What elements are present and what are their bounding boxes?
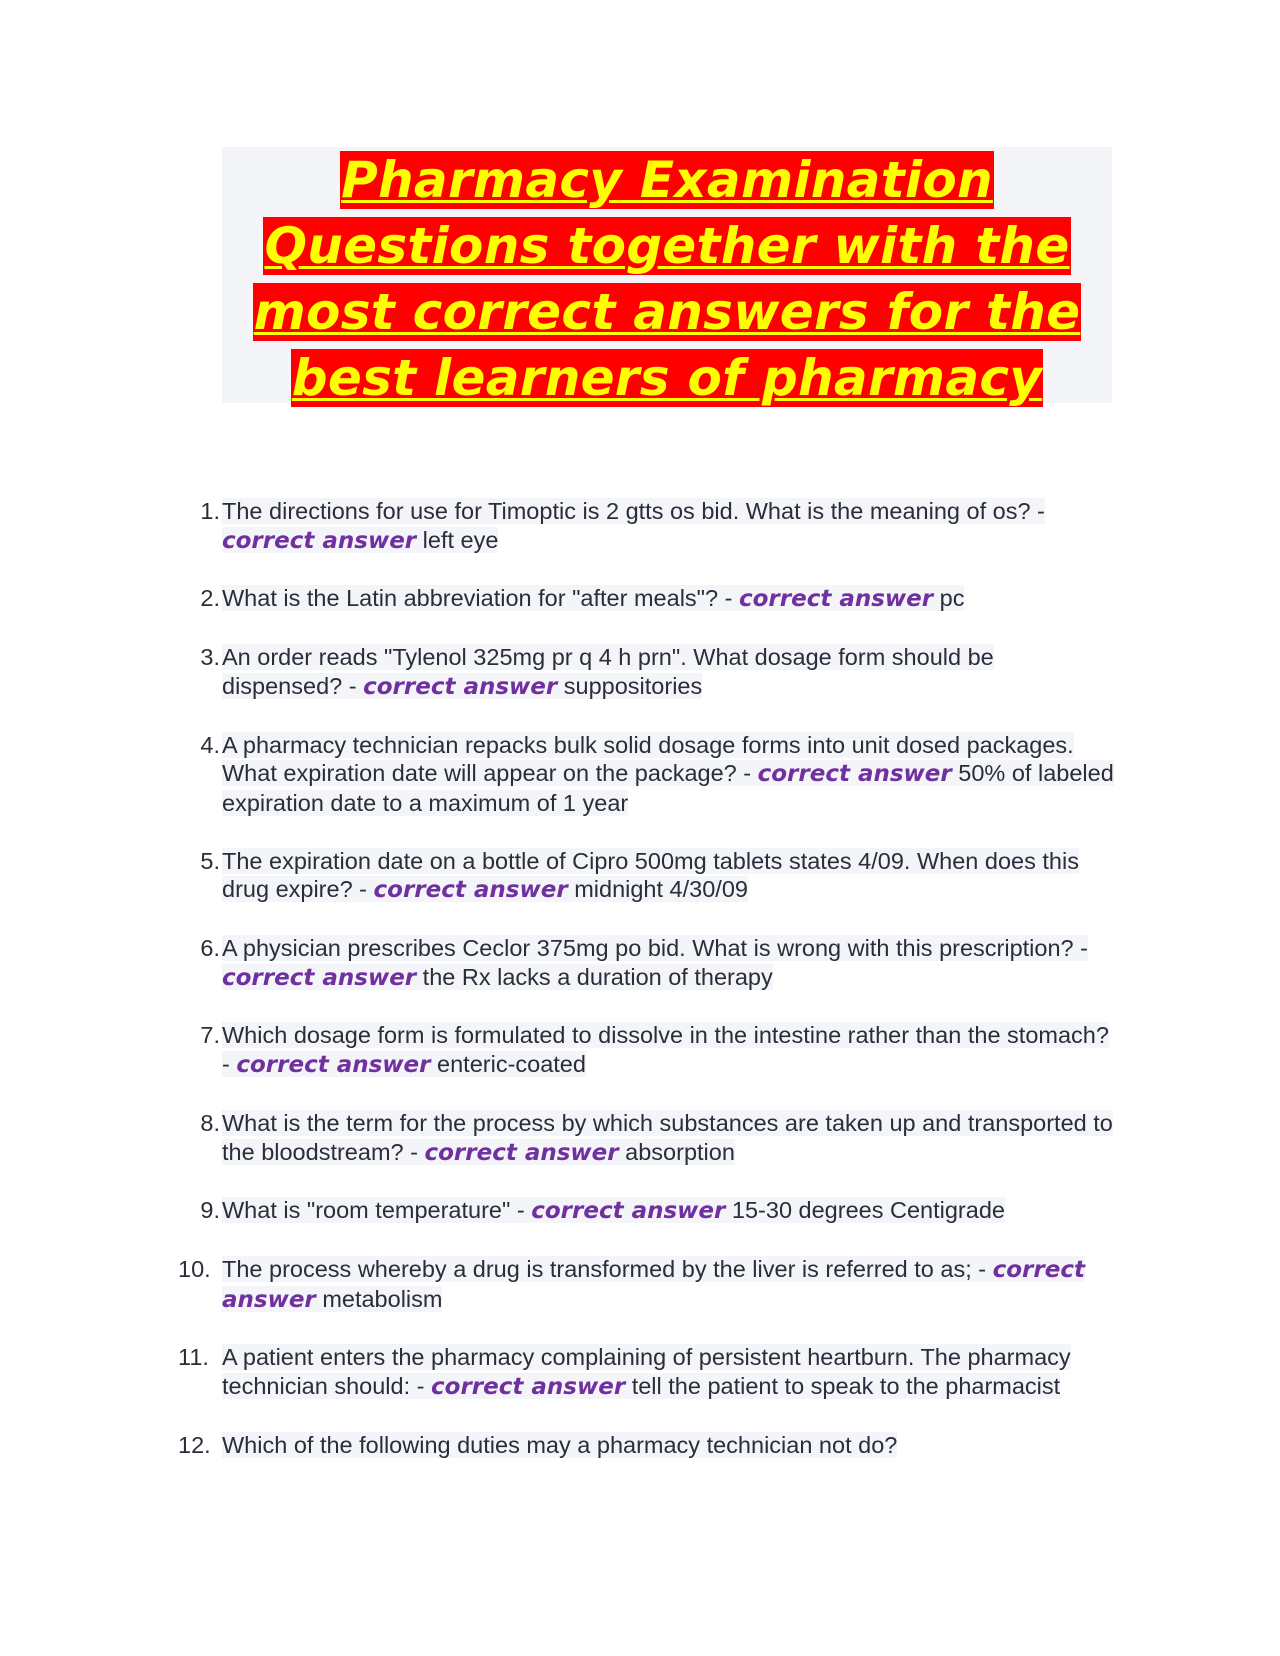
answer-text: left eye [422, 526, 499, 553]
answer-label: correct answer [531, 1198, 726, 1225]
answer-text: midnight 4/30/09 [574, 876, 748, 903]
answer-label: correct answer [757, 761, 952, 788]
question-number: 8. [200, 1109, 220, 1136]
answer-text: absorption [625, 1138, 735, 1165]
question-item [178, 1196, 1118, 1226]
question-item [178, 497, 1118, 555]
answer-text: pc [939, 585, 965, 612]
question-number: 9. [200, 1197, 220, 1224]
question-text: A physician prescribes Ceclor 375mg po bid. What is wrong with this prescription? [222, 935, 1074, 962]
question-text: Which of the following duties may a pharmacy technician not do? [222, 1431, 898, 1458]
question-number: 10. [178, 1255, 211, 1282]
answer-text: metabolism [322, 1285, 443, 1312]
answer-label: correct answer [363, 673, 558, 700]
question-body: What is the term for the process by which substances are taken up and transported to the bloodstream? - correct answer absorption [222, 1109, 1113, 1166]
question-body [222, 1432, 897, 1458]
answer-text: enteric-coated [437, 1051, 586, 1078]
question-text: Which dosage form is formulated to dissolve in the intestine rather than the stomach? [222, 1022, 1109, 1049]
answer-label: correct answer [222, 964, 417, 991]
answer-label: correct answer [373, 877, 568, 904]
answer-label: correct answer [222, 1256, 1085, 1313]
question-body: The directions for use for Timoptic is 2 gtts os bid. What is the meaning of os? - correct answer left eye [222, 498, 1045, 554]
question-text: An order reads "Tylenol 325mg pr q 4 h prn". What dosage form should be dispensed? [222, 644, 994, 699]
question-body: What is the Latin abbreviation for "after meals"? - correct answer pc [222, 585, 965, 613]
question-text: A patient enters the pharmacy complaining of persistent heartburn. The pharmacy technician should: [222, 1344, 1071, 1400]
question-text: A pharmacy technician repacks bulk solid dosage forms into unit dosed packages. What expiration date will appear on the package? [222, 731, 1074, 787]
question-body: The process whereby a drug is transformed by the liver is referred to as; - correct answer metabolism [222, 1255, 1085, 1313]
question-number: 6. [200, 935, 220, 962]
answer-text: the Rx lacks a duration of therapy [422, 963, 773, 990]
answer-text: suppositories [563, 672, 703, 699]
question-item [178, 1021, 1118, 1079]
answer-text: 15-30 degrees Centigrade [731, 1197, 1005, 1224]
question-item [178, 643, 1118, 701]
document-title [222, 147, 1112, 411]
answer-label: correct answer [738, 586, 934, 613]
question-number: 7. [200, 1022, 220, 1049]
question-item [178, 1343, 1118, 1401]
question-body: A physician prescribes Ceclor 375mg po bid. What is wrong with this prescription? - correct answer the Rx lacks a duration of therapy [222, 935, 1088, 991]
answer-label: correct answer [222, 527, 417, 554]
question-item [178, 584, 1118, 614]
question-body: Which dosage form is formulated to dissolve in the intestine rather than the stomach? - correct answer enteric-coated [222, 1022, 1109, 1079]
question-number: 1. [200, 498, 220, 524]
answer-label: correct answer [431, 1374, 626, 1401]
question-list [178, 497, 1118, 1488]
question-text: The expiration date on a bottle of Cipro 500mg tablets states 4/09. When does this drug expire? [222, 847, 1079, 903]
question-number: 11. [178, 1344, 209, 1371]
question-body: What is "room temperature" - correct answer 15-30 degrees Centigrade [222, 1197, 1005, 1225]
question-text: The directions for use for Timoptic is 2 gtts os bid. What is the meaning of os? [222, 498, 1031, 524]
answer-text: tell the patient to speak to the pharmacist [631, 1373, 1061, 1400]
question-item [178, 1431, 1118, 1460]
title-block [222, 147, 1112, 407]
question-item [178, 731, 1118, 818]
question-text: What is the Latin abbreviation for "after meals"? [222, 585, 719, 612]
question-number: 4. [200, 731, 220, 758]
title-line: most correct answers for the [253, 283, 1081, 341]
title-line: Pharmacy Examination [341, 151, 993, 209]
question-body: A pharmacy technician repacks bulk solid dosage forms into unit dosed packages. What expiration date will appear on the package? - correct answer 50% of labeled expiration date to a maximum of 1 year [222, 731, 1114, 816]
question-text: The process whereby a drug is transformed by the liver is referred to as; [222, 1255, 972, 1282]
question-text: What is the term for the process by which substances are taken up and transported to the bloodstream? [222, 1109, 1113, 1165]
title-line: best learners of pharmacy [291, 349, 1043, 407]
question-body: The expiration date on a bottle of Cipro 500mg tablets states 4/09. When does this drug expire? - correct answer midnight 4/30/09 [222, 847, 1079, 904]
question-item [178, 1109, 1118, 1167]
answer-text: 50% of labeled expiration date to a maximum of 1 year [222, 760, 1114, 816]
question-number: 3. [200, 644, 220, 671]
question-item [178, 847, 1118, 905]
question-number: 5. [200, 847, 220, 874]
question-number: 2. [200, 585, 220, 612]
question-body: A patient enters the pharmacy complaining of persistent heartburn. The pharmacy technician should: - correct answer tell the patient to speak to the pharmacist [222, 1344, 1071, 1401]
question-item [178, 1255, 1118, 1314]
question-body: An order reads "Tylenol 325mg pr q 4 h prn". What dosage form should be dispensed? - correct answer suppositories [222, 644, 994, 700]
title-line: Questions together with the [264, 217, 1070, 275]
question-number: 12. [178, 1431, 211, 1458]
answer-label: correct answer [236, 1052, 431, 1079]
answer-label: correct answer [424, 1139, 619, 1166]
question-item [178, 934, 1118, 992]
question-text: What is "room temperature" [222, 1197, 511, 1224]
